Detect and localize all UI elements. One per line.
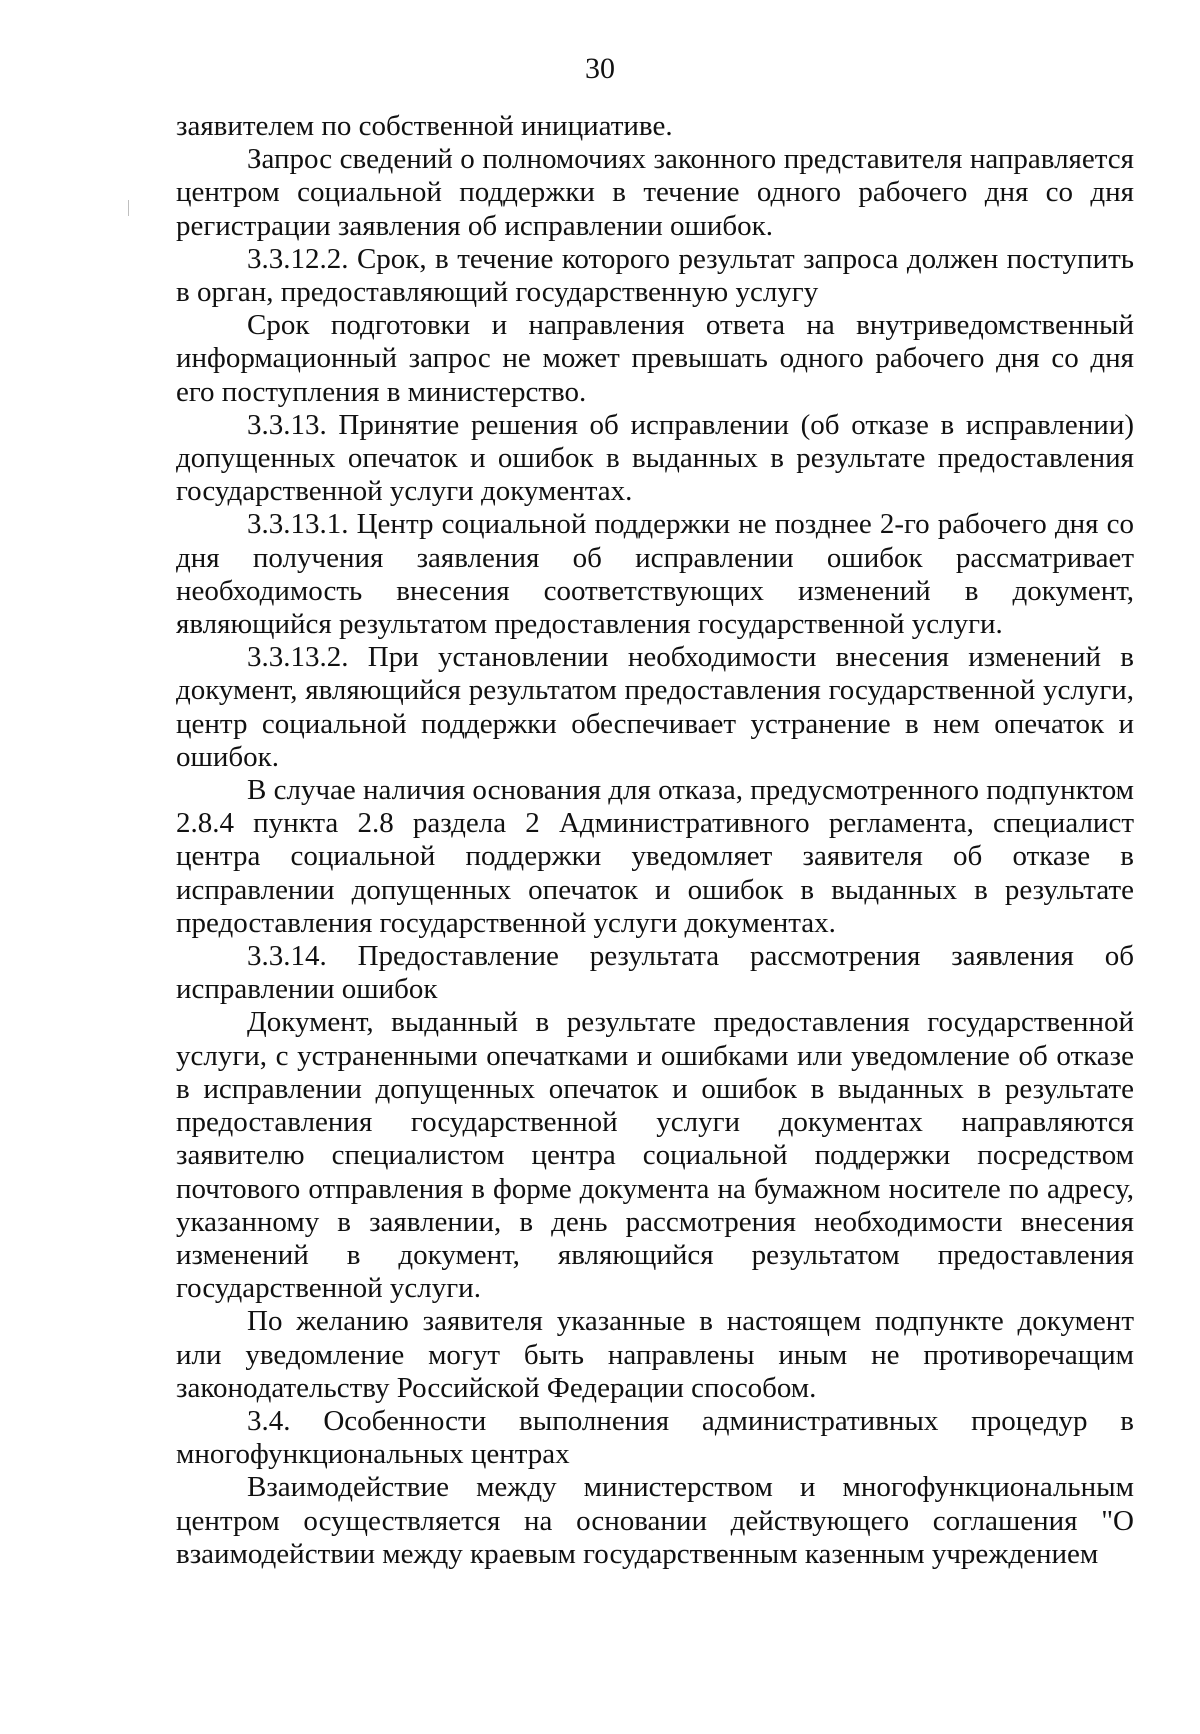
page-number: 30 — [585, 52, 615, 85]
paragraph-request-authority: Запрос сведений о полномочиях законного представителя направляется центром социальной поддержки в течение одного рабочего дня со дня регистрации заявления об исправлении ошибок. — [176, 143, 1134, 242]
paragraph-refusal-case: В случае наличия основания для отказа, предусмотренного подпунктом 2.8.4 пункта 2.8 раздела 2 Административного регламента, специалист центра социальной поддержки уведомляет заявителя об отказе в исправлении допущенных опечаток и ошибок в выданных в результате предоставления государственной услуги документах. — [176, 774, 1134, 939]
paragraph-3-4: 3.4. Особенности выполнения административных процедур в многофункциональных центрах — [176, 1404, 1134, 1471]
paragraph-response-deadline: Срок подготовки и направления ответа на внутриведомственный информационный запрос не может превышать одного рабочего дня со дня его поступления в министерство. — [176, 309, 1134, 408]
paragraph-3-3-12-2: 3.3.12.2. Срок, в течение которого результат запроса должен поступить в орган, предоставляющий государственную услугу — [176, 242, 1134, 309]
paragraph-continuation: заявителем по собственной инициативе. — [176, 110, 673, 142]
paragraph-applicant-request: По желанию заявителя указанные в настоящем подпункте документ или уведомление могут быть направлены иным не противоречащим законодательству Российской Федерации способом. — [176, 1305, 1134, 1404]
document-body — [176, 110, 1134, 1571]
paragraph-interaction-mfc: Взаимодействие между министерством и многофункциональным центром осуществляется на основании действующего соглашения "О взаимодействии между краевым государственным казенным учреждением — [176, 1471, 1134, 1570]
paragraph-document-delivery: Документ, выданный в результате предоставления государственной услуги, с устраненными опечатками и ошибками или уведомление об отказе в исправлении допущенных опечаток и ошибок в выданных в результате предоставления государственной услуги документах направляются заявителю специалистом центра социальной поддержки посредством почтового отправления в форме документа на бумажном носителе по адресу, указанному в заявлении, в день рассмотрения необходимости внесения изменений в документ, являющийся результатом предоставления государственной услуги. — [176, 1006, 1134, 1305]
paragraph-3-3-14: 3.3.14. Предоставление результата рассмотрения заявления об исправлении ошибок — [176, 940, 1134, 1006]
paragraph-3-3-13-2: 3.3.13.2. При установлении необходимости внесения изменений в документ, являющийся результатом предоставления государственной услуги, центр социальной поддержки обеспечивает устранение в нем опечаток и ошибок. — [176, 641, 1134, 773]
paragraph-3-3-13: 3.3.13. Принятие решения об исправлении (об отказе в исправлении) допущенных опечаток и ошибок в выданных в результате предоставления государственной услуги документах. — [176, 408, 1134, 508]
scan-artifact-mark — [128, 200, 129, 216]
paragraph-3-3-13-1: 3.3.13.1. Центр социальной поддержки не позднее 2-го рабочего дня со дня получения заявления об исправлении ошибок рассматривает необходимость внесения соответствующих изменений в документ, являющийся результатом предоставления государственной услуги. — [176, 508, 1134, 641]
